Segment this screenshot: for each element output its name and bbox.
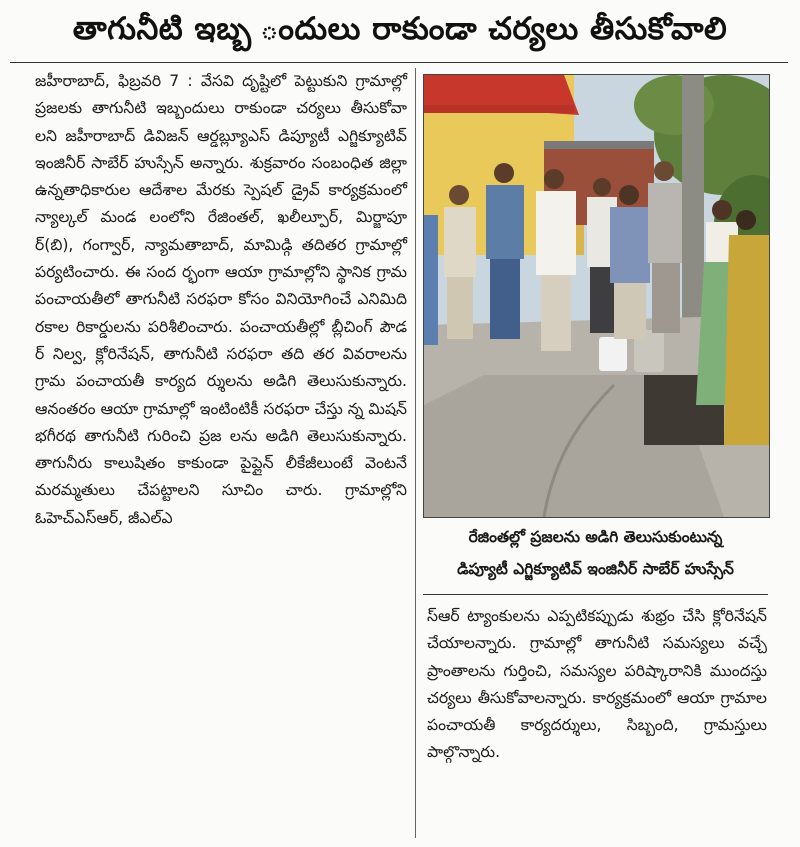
headline-rule <box>10 62 788 63</box>
article-body-right: స్ఆర్ ట్యాంకులను ఎప్పటికప్పుడు శుభ్రం చేసి క్లోరినేషన్ చేయాలన్నారు. గ్రామాల్లో తాగునీటి సమస్యలు వచ్చే ప్రాంతాలను గుర్తించి, సమస్యల పరిష్కారానికి ముందస్తు చర్యలు తీసుకోవాలన్నారు. కార్యక్రమంలో ఆయా గ్రామాల పంచాయతీ కార్యదర్శులు, సిబ్బంది, గ్రామస్తులు పాల్గొన్నారు. <box>427 607 767 762</box>
photo-caption-line-2: డిప్యూటీ ఎగ్జిక్యూటివ్ ఇంజినీర్ సాబేర్ హుస్సేన్ <box>457 560 734 578</box>
article-left-column <box>35 68 407 532</box>
news-photo <box>423 74 770 518</box>
caption-rule <box>423 594 768 595</box>
article-body-left: జహీరాబాద్, ఫిబ్రవరి 7 : వేసవి దృష్టిలో పెట్టుకుని గ్రామాల్లో ప్రజలకు తాగునీటి ఇబ్బందులు రాకుండా చర్యలు తీసుకోవా లని జహీరాబాద్ డివిజన్ ఆర్డబ్ల్యూఎస్ డిప్యూటీ ఎగ్జిక్యూటివ్ ఇంజినీర్ సాబేర్ హుస్సేన్ అన్నారు. శుక్రవారం సంబంధిత జిల్లా ఉన్నతాధికారుల ఆదేశాల మేరకు స్పెషల్ డ్రైవ్ కార్యక్రమంలో న్యాల్కల్ మండ లంలోని రేజింతల్, ఖలీల్పూర్, మిర్జాపూ ర్(బి), గంగ్వార్, న్యామతాబాద్, మామిడ్గి తదితర గ్రామాల్లో పర్యటించారు. ఈ సంద ర్భంగా ఆయా గ్రామాల్లోని స్థానిక గ్రామ పంచాయతీలో తాగునీటి సరఫరా కోసం వినియోగించే ఎనిమిది రకాల రికార్డులను పరిశీలించారు. పంచాయతీల్లో బ్లీచింగ్ పౌడ ర్ నిల్వ, క్లోరినేషన్, తాగునీటి సరఫరా తది తర వివరాలను గ్రామ పంచాయతీ కార్యద ర్శులను అడిగి తెలుసుకున్నారు. ఆనంతరం ఆయా గ్రామాల్లో ఇంటింటికీ సరఫరా చేస్తు న్న మిషన్ భగీరథ తాగునీటి గురించి ప్రజ లను అడిగి తెలుసుకున్నారు. తాగునీరు కాలుషితం కాకుండా పైప్లైన్ లీకేజీలుంటే వెంటనే మరమ్మతులు చేపట్టాలని సూచిం చారు. గ్రామాల్లోని ఓహెచ్ఎస్ఆర్, జీఎల్ఎ <box>35 72 407 527</box>
column-divider <box>415 68 416 838</box>
article-right-column <box>427 603 767 767</box>
photo-caption-line-1: రేజింతల్లో ప్రజలను అడిగి తెలుసుకుంటున్న <box>468 528 723 546</box>
headline: తాగునీటి ఇబ్బ ందులు రాకుండా చర్యలు తీసుకోవాలి <box>72 10 728 47</box>
photo-caption <box>423 521 768 589</box>
